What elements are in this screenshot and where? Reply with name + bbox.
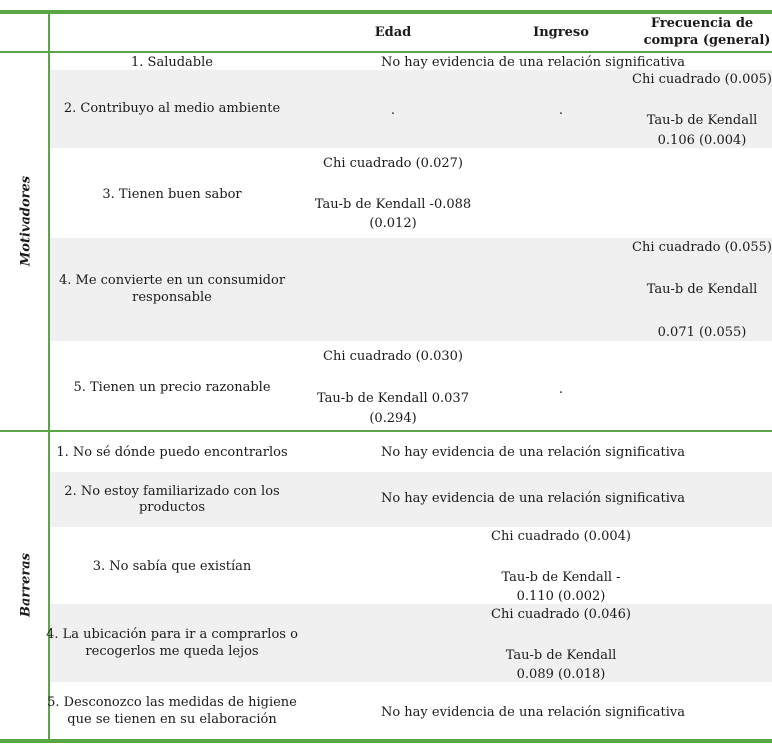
mot-4-freq-line2: Tau-b de Kendall [646, 282, 758, 297]
bottom-rule [0, 739, 772, 743]
top-rule [0, 10, 772, 14]
mot-4-freq-line1: Chi cuadrado (0.055) [632, 240, 772, 255]
row-band-bar-4 [50, 604, 772, 682]
mot-2-edad: . [390, 103, 396, 118]
mot-3-edad-line3: (0.012) [369, 216, 417, 231]
bar-4-label-line2: recogerlos me queda lejos [85, 644, 259, 659]
header-edad: Edad [374, 25, 412, 40]
mot-5-ingreso: . [558, 382, 564, 397]
header-frecuencia-line2: compra (general) [643, 33, 771, 48]
mot-3-edad-line2: Tau-b de Kendall -0.088 [314, 197, 472, 212]
bar-5-label-line2: que se tienen en su elaboración [67, 712, 277, 727]
bar-4-ingreso-line3: 0.089 (0.018) [516, 667, 606, 682]
bar-2-merged: No hay evidencia de una relación significativa [380, 491, 686, 506]
bar-2-label-line1: 2. No estoy familiarizado con los [64, 484, 280, 499]
bar-1-label: 1. No sé dónde puedo encontrarlos [56, 445, 288, 460]
mot-4-label-line1: 4. Me convierte en un consumidor [58, 273, 286, 288]
header-rule [0, 51, 772, 53]
group-label-barreras: Barreras [18, 553, 34, 617]
bar-3-ingreso-line2: Tau-b de Kendall - [501, 570, 621, 585]
mot-5-edad-line1: Chi cuadrado (0.030) [323, 349, 463, 364]
mot-2-label: 2. Contribuyo al medio ambiente [63, 101, 281, 116]
bar-3-ingreso-line3: 0.110 (0.002) [516, 589, 606, 604]
bar-1-merged: No hay evidencia de una relación significativa [380, 445, 686, 460]
mot-2-freq-line2: Tau-b de Kendall [646, 113, 758, 128]
bar-3-label: 3. No sabía que existían [92, 559, 252, 574]
bar-4-label-line1: 4. La ubicación para ir a comprarlos o [46, 627, 298, 642]
mot-4-label-line2: responsable [132, 290, 212, 305]
mot-5-label: 5. Tienen un precio razonable [73, 380, 271, 395]
bar-4-ingreso-line2: Tau-b de Kendall [505, 648, 617, 663]
header-frecuencia-line1: Frecuencia de [650, 16, 754, 31]
group-separator-rule [0, 430, 772, 432]
bar-5-label-line1: 5. Desconozco las medidas de higiene [47, 695, 297, 710]
bar-5-merged: No hay evidencia de una relación significativa [380, 705, 686, 720]
mot-2-freq-line1: Chi cuadrado (0.005) [632, 72, 772, 87]
mot-5-edad-line3: (0.294) [369, 411, 417, 426]
header-ingreso: Ingreso [533, 25, 589, 40]
mot-3-label: 3. Tienen buen sabor [102, 187, 242, 202]
bar-3-ingreso-line1: Chi cuadrado (0.004) [491, 529, 631, 544]
mot-2-freq-line3: 0.106 (0.004) [657, 133, 747, 148]
mot-1-merged: No hay evidencia de una relación significativa [380, 55, 686, 70]
mot-2-ingreso: . [558, 103, 564, 118]
group-label-motivadores: Motivadores [18, 175, 34, 267]
bar-4-ingreso-line1: Chi cuadrado (0.046) [491, 607, 631, 622]
mot-1-label: 1. Saludable [131, 55, 213, 70]
mot-5-edad-line2: Tau-b de Kendall 0.037 [317, 391, 469, 406]
bar-2-label-line2: productos [138, 500, 206, 515]
mot-4-freq-line3: 0.071 (0.055) [657, 325, 747, 340]
mot-3-edad-line1: Chi cuadrado (0.027) [323, 156, 463, 171]
